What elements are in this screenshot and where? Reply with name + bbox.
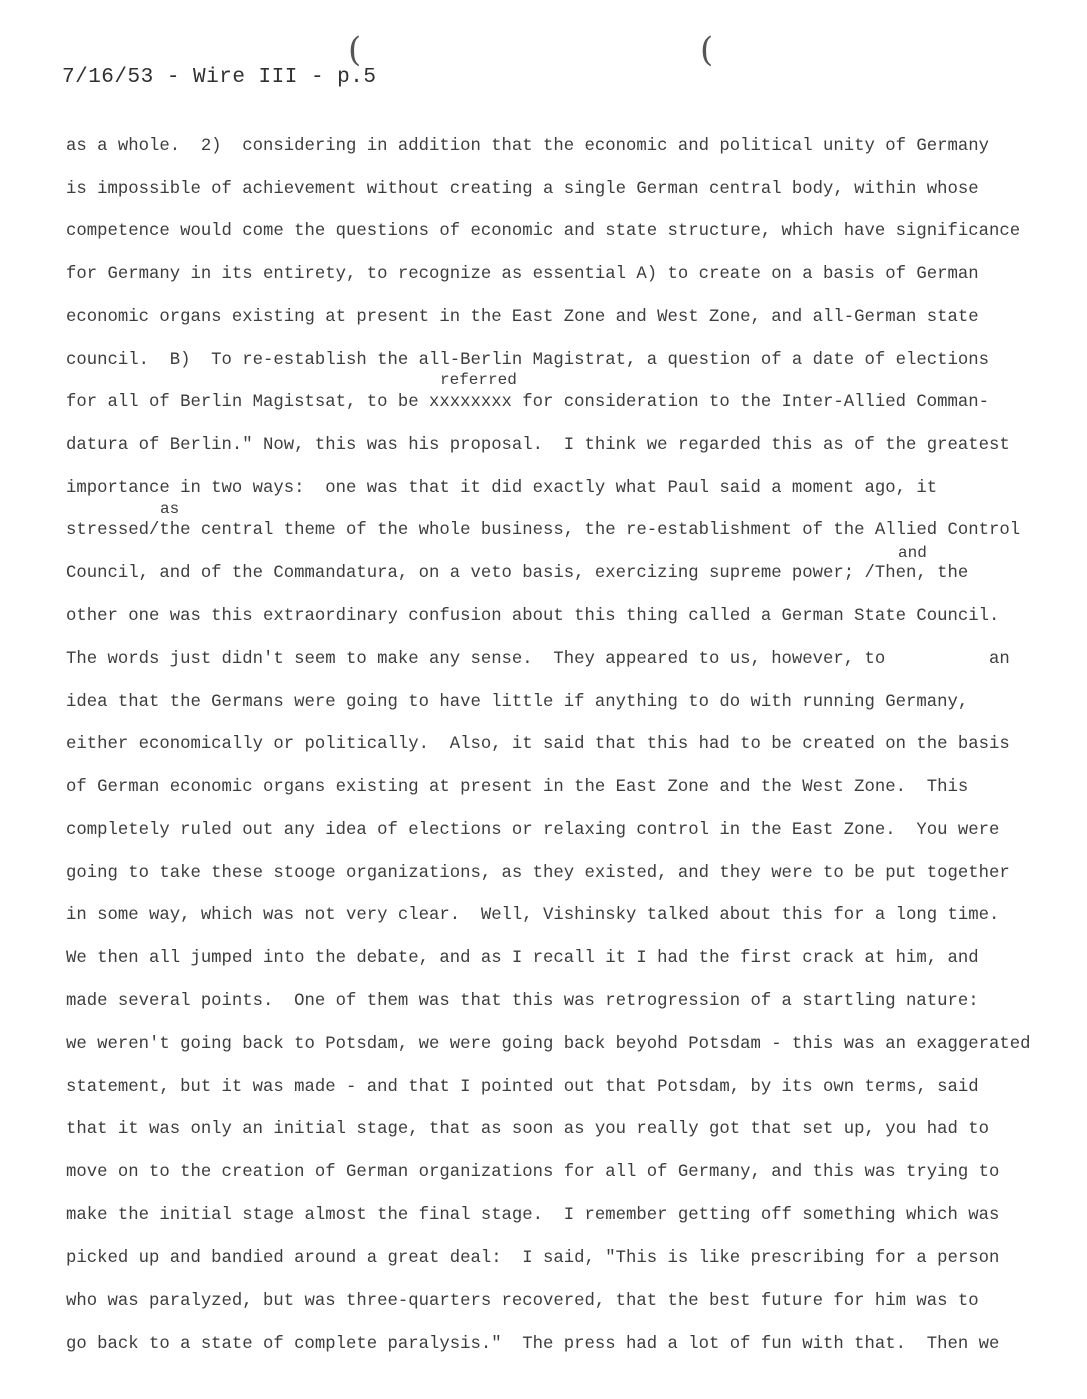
text-line: statement, but it was made - and that I pointed out that Potsdam, by its own terms, said	[66, 1078, 979, 1097]
text-line: council. B) To re-establish the all-Berlin Magistrat, a question of a date of elections	[66, 351, 989, 370]
text-line: in some way, which was not very clear. Well, Vishinsky talked about this for a long time.	[66, 906, 1000, 925]
text-line: who was paralyzed, but was three-quarters recovered, that the best future for him was to	[66, 1292, 979, 1311]
text-line: either economically or politically. Also, it said that this had to be created on the basis	[66, 735, 1010, 754]
text-line: other one was this extraordinary confusion about this thing called a German State Council.	[66, 607, 1000, 626]
text-line: as a whole. 2) considering in addition that the economic and political unity of Germany	[66, 137, 989, 156]
text-line: for all of Berlin Magistsat, to be xxxxxxxx for consideration to the Inter-Allied Comman-	[66, 393, 989, 412]
text-line: idea that the Germans were going to have little if anything to do with running Germany,	[66, 693, 969, 712]
margin-mark-left: (	[348, 30, 362, 70]
text-line: that it was only an initial stage, that as soon as you really got that set up, you had to	[66, 1120, 989, 1139]
text-line: The words just didn't seem to make any sense. They appeared to us, however, to an	[66, 650, 1010, 669]
text-line: for Germany in its entirety, to recognize as essential A) to create on a basis of German	[66, 265, 979, 284]
margin-mark-right: (	[700, 30, 714, 70]
text-line: importance in two ways: one was that it did exactly what Paul said a moment ago, it	[66, 479, 938, 498]
text-line: we weren't going back to Potsdam, we were going back beyohd Potsdam - this was an exaggerated	[66, 1035, 1031, 1054]
text-line: picked up and bandied around a great deal: I said, "This is like prescribing for a person	[66, 1249, 1000, 1268]
text-line: move on to the creation of German organizations for all of Germany, and this was trying to	[66, 1163, 1000, 1182]
text-line: We then all jumped into the debate, and as I recall it I had the first crack at him, and	[66, 949, 979, 968]
text-line: economic organs existing at present in the East Zone and West Zone, and all-German state	[66, 308, 979, 327]
text-line: completely ruled out any idea of elections or relaxing control in the East Zone. You were	[66, 821, 1000, 840]
insert-as: as	[160, 500, 180, 518]
text-line: go back to a state of complete paralysis." The press had a lot of fun with that. Then we	[66, 1335, 1000, 1354]
insert-and: and	[898, 544, 927, 562]
text-line: datura of Berlin." Now, this was his proposal. I think we regarded this as of the greatest	[66, 436, 1010, 455]
text-line: of German economic organs existing at present in the East Zone and the West Zone. This	[66, 778, 969, 797]
text-line: competence would come the questions of economic and state structure, which have significance	[66, 222, 1021, 241]
text-line: made several points. One of them was that this was retrogression of a startling nature:	[66, 992, 979, 1011]
text-line: make the initial stage almost the final stage. I remember getting off something which was	[66, 1206, 1000, 1225]
text-line: going to take these stooge organizations, as they existed, and they were to be put together	[66, 864, 1010, 883]
insert-referred: referred	[440, 371, 517, 389]
page-header: 7/16/53 - Wire III - p.5	[62, 66, 377, 89]
text-line: is impossible of achievement without creating a single German central body, within whose	[66, 180, 979, 199]
text-line: stressed/the central theme of the whole business, the re-establishment of the Allied Control	[66, 521, 1021, 540]
text-line: Council, and of the Commandatura, on a veto basis, exercizing supreme power; /Then, the	[66, 564, 969, 583]
